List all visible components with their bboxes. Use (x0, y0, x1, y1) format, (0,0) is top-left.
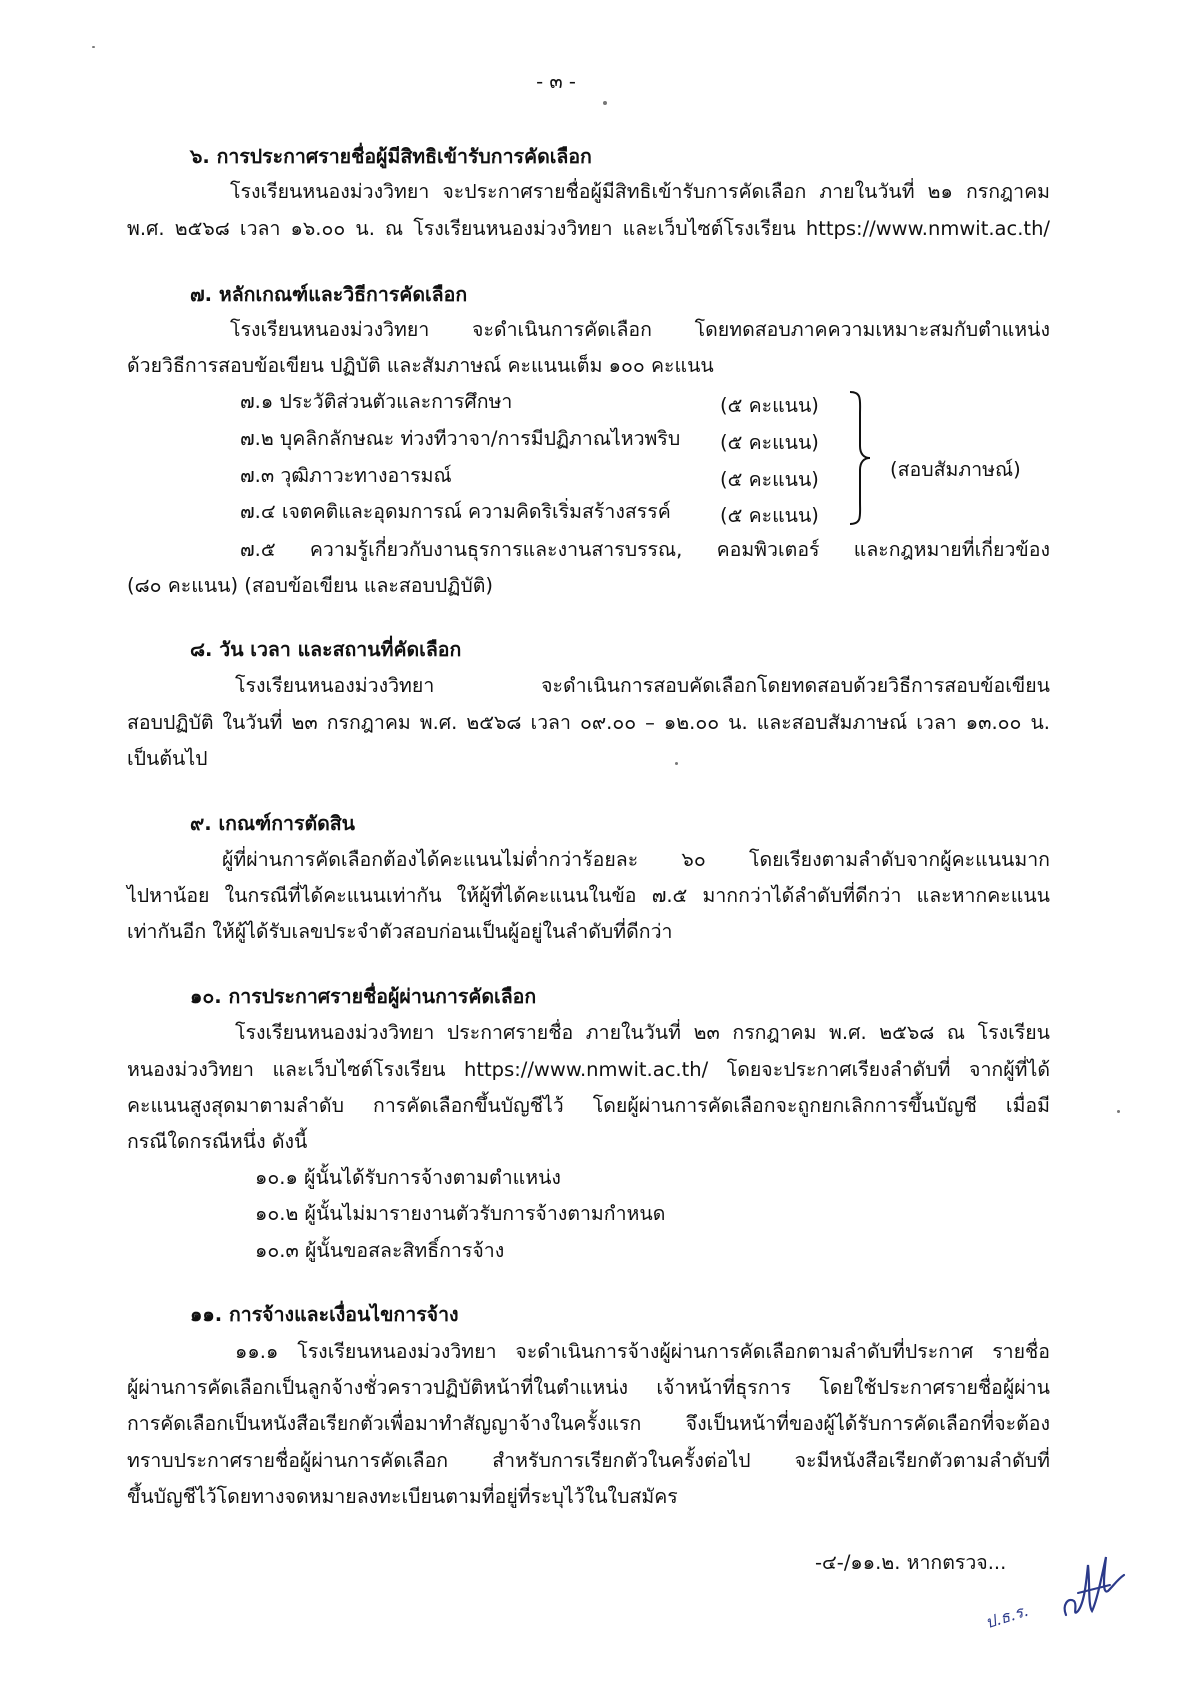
section-7-item-4: ๗.๔ เจตคติและอุดมการณ์ ความคิดริเริ่มสร้างสรรค์ (240, 500, 671, 523)
section-7-heading: ๗. หลักเกณฑ์และวิธีการคัดเลือก (190, 283, 468, 306)
section-8-line-3: เป็นต้นไป (127, 747, 208, 770)
section-7-item-1: ๗.๑ ประวัติส่วนตัวและการศึกษา (240, 390, 513, 413)
handwritten-initials: ป.ธ.ร. (982, 1600, 1031, 1633)
scan-speck (92, 46, 95, 48)
section-8-line-2: สอบปฏิบัติ ในวันที่ ๒๓ กรกฎาคม พ.ศ. ๒๕๖๘ เวลา ๐๙.๐๐ – ๑๒.๐๐ น. และสอบสัมภาษณ์ เวลา ๑๓.๐๐ น. (127, 711, 1050, 734)
section-11-line-1: ๑๑.๑ โรงเรียนหนองม่วงวิทยา จะดำเนินการจ้างผู้ผ่านการคัดเลือกตามลำดับที่ประกาศ รายชื่อ (235, 1340, 1050, 1363)
section-11-line-5: ขึ้นบัญชีไว้โดยทางจดหมายลงทะเบียนตามที่อยู่ที่ระบุไว้ในใบสมัคร (127, 1485, 678, 1508)
section-6-heading: ๖. การประกาศรายชื่อผู้มีสิทธิเข้ารับการคัดเลือก (190, 145, 592, 168)
section-9-heading: ๙. เกณฑ์การตัดสิน (190, 812, 356, 835)
scan-speck (603, 101, 607, 105)
section-11-line-4: ทราบประกาศรายชื่อผู้ผ่านการคัดเลือก สำหรับการเรียกตัวในครั้งต่อไป จะมีหนังสือเรียกตัวตามลำดับที่ (127, 1449, 1050, 1472)
footer-continuation: -๔-/๑๑.๒. หากตรวจ... (815, 1551, 1007, 1574)
section-7-item-4-points: (๕ คะแนน) (720, 504, 819, 527)
section-10-line-3: คะแนนสูงสุดมาตามลำดับ การคัดเลือกขึ้นบัญชีไว้ โดยผู้ผ่านการคัดเลือกจะถูกยกเลิกการขึ้นบัญชี เมื่อมี (127, 1094, 1050, 1117)
section-9-line-3: เท่ากันอีก ให้ผู้ได้รับเลขประจำตัวสอบก่อนเป็นผู้อยู่ในลำดับที่ดีกว่า (127, 920, 673, 943)
interview-label: (สอบสัมภาษณ์) (890, 458, 1021, 481)
section-8-line-1: โรงเรียนหนองม่วงวิทยา จะดำเนินการสอบคัดเลือกโดยทดสอบด้วยวิธีการสอบข้อเขียน (235, 674, 1050, 697)
section-6-line-2: พ.ศ. ๒๕๖๘ เวลา ๑๖.๐๐ น. ณ โรงเรียนหนองม่วงวิทยา และเว็บไซต์โรงเรียน https://www.nmwit.ac.th/ (127, 217, 1050, 240)
section-11-line-3: การคัดเลือกเป็นหนังสือเรียกตัวเพื่อมาทำสัญญาจ้างในครั้งแรก จึงเป็นหน้าที่ของผู้ได้รับการคัดเลือกที่จะต้อง (127, 1412, 1050, 1435)
section-6-line-1: โรงเรียนหนองม่วงวิทยา จะประกาศรายชื่อผู้มีสิทธิเข้ารับการคัดเลือก ภายในวันที่ ๒๑ กรกฎาคม (230, 180, 1050, 203)
section-7-item-3-points: (๕ คะแนน) (720, 468, 819, 491)
section-10-item-1: ๑๐.๑ ผู้นั้นได้รับการจ้างตามตำแหน่ง (255, 1166, 561, 1189)
section-7-item-2-points: (๕ คะแนน) (720, 431, 819, 454)
section-9-line-2: ไปหาน้อย ในกรณีที่ได้คะแนนเท่ากัน ให้ผู้ที่ได้คะแนนในข้อ ๗.๕ มากกว่าได้ลำดับที่ดีกว่า และหากคะแนน (127, 884, 1050, 907)
section-10-heading: ๑๐. การประกาศรายชื่อผู้ผ่านการคัดเลือก (190, 985, 537, 1008)
section-10-line-2: หนองม่วงวิทยา และเว็บไซต์โรงเรียน https://www.nmwit.ac.th/ โดยจะประกาศเรียงลำดับที่ จากผู้ที่ได้ (127, 1058, 1050, 1081)
section-7-item-2: ๗.๒ บุคลิกลักษณะ ท่วงทีวาจา/การมีปฏิภาณไหวพริบ (240, 427, 681, 450)
section-7-line-2: ด้วยวิธีการสอบข้อเขียน ปฏิบัติ และสัมภาษณ์ คะแนนเต็ม ๑๐๐ คะแนน (127, 354, 714, 377)
section-7-item-5-line-1: ๗.๕ ความรู้เกี่ยวกับงานธุรการและงานสารบรรณ, คอมพิวเตอร์ และกฎหมายที่เกี่ยวข้อง (240, 538, 1050, 561)
section-10-item-2: ๑๐.๒ ผู้นั้นไม่มารายงานตัวรับการจ้างตามกำหนด (255, 1202, 666, 1225)
section-7-item-5-line-2: (๘๐ คะแนน) (สอบข้อเขียน และสอบปฏิบัติ) (127, 574, 493, 597)
signature-icon (1048, 1545, 1128, 1635)
section-11-line-2: ผู้ผ่านการคัดเลือกเป็นลูกจ้างชั่วคราวปฏิบัติหน้าที่ในตำแหน่ง เจ้าหน้าที่ธุรการ โดยใช้ประกาศรายชื่อผู้ผ่าน (127, 1376, 1050, 1399)
section-9-line-1: ผู้ที่ผ่านการคัดเลือกต้องได้คะแนนไม่ต่ำกว่าร้อยละ ๖๐ โดยเรียงตามลำดับจากผู้คะแนนมาก (222, 848, 1050, 871)
scan-speck (675, 762, 678, 765)
right-brace-icon (846, 388, 876, 528)
section-7-item-3: ๗.๓ วุฒิภาวะทางอารมณ์ (240, 464, 452, 487)
section-10-line-4: กรณีใดกรณีหนึ่ง ดังนี้ (127, 1130, 308, 1153)
page-number: - ๓ - (536, 70, 576, 93)
section-8-heading: ๘. วัน เวลา และสถานที่คัดเลือก (190, 638, 462, 661)
section-7-item-1-points: (๕ คะแนน) (720, 394, 819, 417)
section-7-line-1: โรงเรียนหนองม่วงวิทยา จะดำเนินการคัดเลือก โดยทดสอบภาคความเหมาะสมกับตำแหน่ง (230, 318, 1050, 341)
scan-speck (1117, 1110, 1120, 1113)
section-11-heading: ๑๑. การจ้างและเงื่อนไขการจ้าง (190, 1303, 459, 1326)
section-10-item-3: ๑๐.๓ ผู้นั้นขอสละสิทธิ์การจ้าง (255, 1239, 505, 1262)
section-10-line-1: โรงเรียนหนองม่วงวิทยา ประกาศรายชื่อ ภายในวันที่ ๒๓ กรกฎาคม พ.ศ. ๒๕๖๘ ณ โรงเรียน (235, 1021, 1050, 1044)
